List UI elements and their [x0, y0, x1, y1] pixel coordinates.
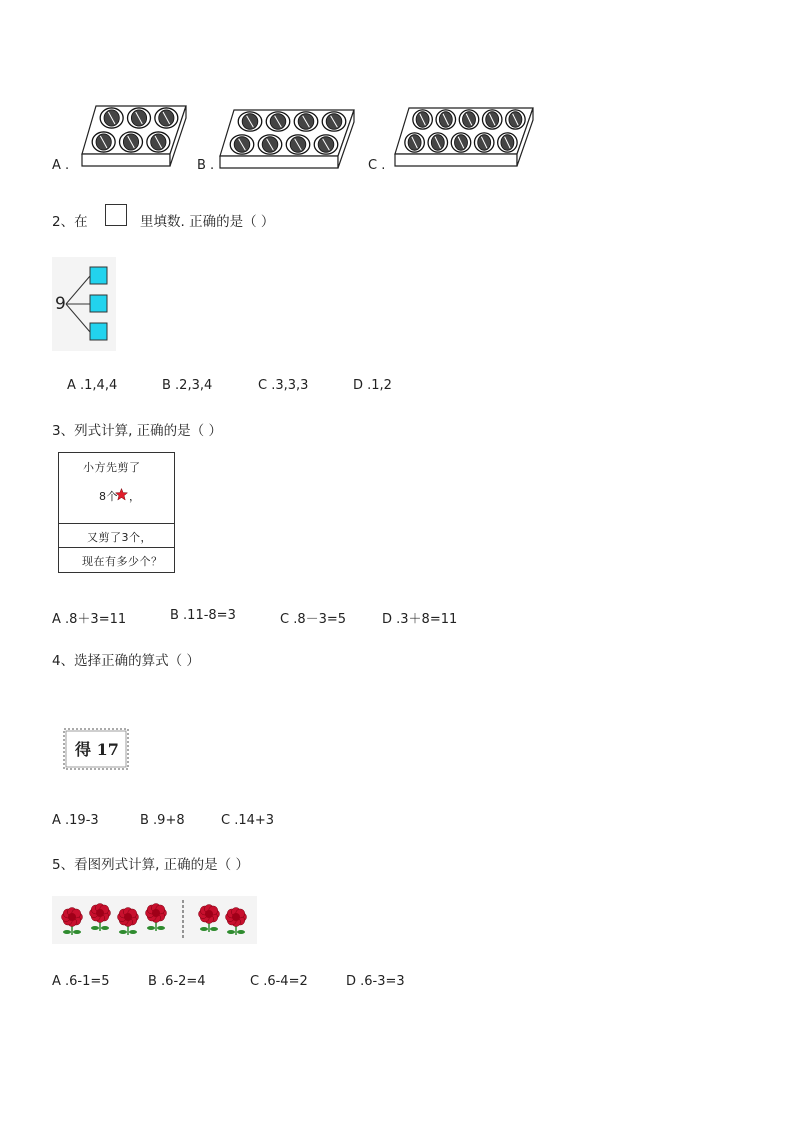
flower-icon [226, 908, 247, 936]
number-split-diagram [52, 257, 116, 351]
q5-option-a[interactable]: A .6-1=5 [52, 974, 110, 989]
q1-option-b-label: B . [197, 158, 215, 173]
q2-option-b[interactable]: B .2,3,4 [162, 378, 213, 393]
blank-box-icon [105, 204, 127, 226]
egg-icon [482, 110, 501, 129]
word-problem-box [58, 452, 175, 573]
egg-icon [314, 135, 338, 154]
egg-icon [147, 132, 170, 152]
flower-icon [118, 908, 139, 936]
q4-title: 4、选择正确的算式（ ） [52, 653, 200, 669]
egg-icon [322, 112, 346, 131]
q3-option-d[interactable]: D .3＋8=11 [382, 612, 458, 627]
scalloped-stamp [62, 727, 130, 771]
egg-icon [413, 110, 432, 129]
egg-icon [451, 133, 470, 152]
egg-icon [294, 112, 318, 131]
q1-option-c-label: C . [368, 158, 386, 173]
q2-option-c[interactable]: C .3,3,3 [258, 378, 309, 393]
egg-carton-6-image [80, 104, 188, 170]
egg-icon [405, 133, 424, 152]
egg-icon [436, 110, 455, 129]
egg-icon [128, 108, 151, 128]
q5-option-d[interactable]: D .6-3=3 [346, 974, 405, 989]
egg-icon [498, 133, 517, 152]
egg-icon [100, 108, 123, 128]
egg-carton-8-image [218, 108, 356, 172]
flower-icon [146, 904, 167, 932]
egg-icon [459, 110, 478, 129]
q5-title: 5、看图列式计算, 正确的是（ ） [52, 857, 249, 873]
egg-icon [258, 135, 282, 154]
q4-option-a[interactable]: A .19-3 [52, 813, 99, 828]
egg-icon [474, 133, 493, 152]
egg-icon [238, 112, 262, 131]
egg-icon [120, 132, 143, 152]
egg-icon [92, 132, 115, 152]
egg-icon [230, 135, 254, 154]
egg-icon [506, 110, 525, 129]
diagram-root-number: 9 [55, 294, 66, 314]
box-divider [59, 547, 174, 548]
flowers-picture [52, 896, 257, 944]
q3-option-c[interactable]: C .8－3=5 [280, 612, 347, 627]
flower-icon [199, 905, 220, 933]
egg-icon [155, 108, 178, 128]
q2-title-prefix: 2、在 [52, 214, 88, 230]
q2-option-d[interactable]: D .1,2 [353, 378, 392, 393]
box-line-1: 小方先剪了 [83, 461, 141, 474]
box-line-3: 又剪了3个， [87, 531, 152, 544]
q1-option-a-label: A . [52, 158, 70, 173]
egg-carton-10-image [393, 106, 535, 170]
egg-icon [286, 135, 310, 154]
flower-icon [90, 904, 111, 932]
q3-option-a[interactable]: A .8＋3=11 [52, 612, 127, 627]
flower-icon [62, 908, 83, 936]
q5-option-c[interactable]: C .6-4=2 [250, 974, 308, 989]
star-icon [115, 488, 128, 501]
q3-option-b[interactable]: B .11-8=3 [170, 608, 236, 623]
q3-title: 3、列式计算, 正确的是（ ） [52, 423, 222, 439]
box-line-4: 现在有多少个？ [82, 555, 163, 568]
box-line-2: 8个 [99, 490, 118, 503]
box-divider [59, 523, 174, 524]
q5-option-b[interactable]: B .6-2=4 [148, 974, 206, 989]
q4-option-b[interactable]: B .9+8 [140, 813, 185, 828]
q2-title-suffix: 里填数. 正确的是（ ） [140, 214, 275, 230]
box-line-2-punct: ， [129, 490, 141, 503]
egg-icon [266, 112, 290, 131]
q4-option-c[interactable]: C .14+3 [221, 813, 275, 828]
q2-option-a[interactable]: A .1,4,4 [67, 378, 118, 393]
stamp-text: 得 17 [75, 740, 119, 759]
egg-icon [428, 133, 447, 152]
